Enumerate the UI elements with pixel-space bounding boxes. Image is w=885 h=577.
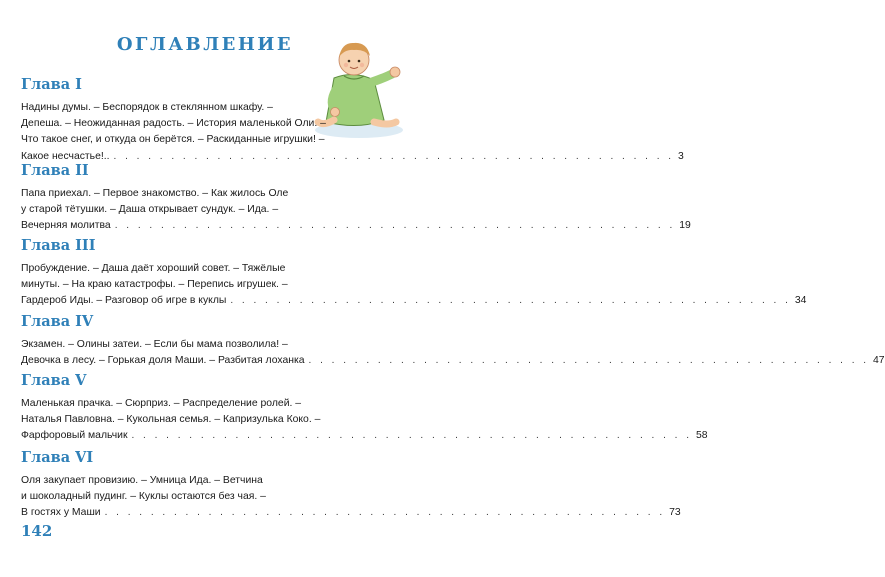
chapter-last-line <box>21 218 691 234</box>
chapter-page-number: 58 <box>696 430 708 442</box>
chapter-summary-line: Наталья Павловна. – Кукольная семья. – Капризулька Коко. – <box>21 414 321 426</box>
chapter-page-number: 19 <box>679 220 691 232</box>
dot-leader: . . . . . . . . . . . . . . . . . . . . . . . . . . . . . . . . . . . . . . . . . . . . . . . . . <box>104 507 666 519</box>
chapter-summary-line: Депеша. – Неожиданная радость. – История маленькой Оли. – <box>21 118 326 130</box>
chapter-heading: Глава IV <box>21 313 94 330</box>
chapter-entry-3 <box>21 237 807 310</box>
chapter-summary-line: Пробуждение. – Даша даёт хороший совет. – Тяжёлые <box>21 263 286 274</box>
chapter-summary-line: Что такое снег, и откуда он берётся. – Раскиданные игрушки! – <box>21 134 325 146</box>
chapter-last-line <box>21 428 708 444</box>
chapter-summary-line: Оля закупает провизию. – Умница Ида. – Ветчина <box>21 475 263 486</box>
chapter-heading: Глава I <box>21 76 82 93</box>
chapter-heading: Глава VI <box>21 449 94 466</box>
chapter-summary-line: Вечерняя молитва <box>21 220 111 232</box>
chapter-last-line <box>21 353 885 369</box>
dot-leader: . . . . . . . . . . . . . . . . . . . . . . . . . . . . . . . . . . . . . . . . . . . . . . . . . <box>113 150 675 162</box>
chapter-summary-line: минуты. – На краю катастрофы. – Перепись игрушек. – <box>21 279 288 291</box>
chapter-entry-1 <box>21 76 684 165</box>
chapter-page-number: 47 <box>873 355 885 367</box>
dot-leader: . . . . . . . . . . . . . . . . . . . . . . . . . . . . . . . . . . . . . . . . . . . . . . . . . <box>131 430 692 442</box>
chapter-last-line <box>21 505 681 521</box>
chapter-heading: Глава V <box>21 372 87 389</box>
chapter-summary-line: и шоколадный пудинг. – Куклы остаются без чая. – <box>21 491 266 503</box>
chapter-page-number: 73 <box>669 507 681 519</box>
chapter-heading: Глава III <box>21 237 96 254</box>
chapter-summary-line: Экзамен. – Олины затеи. – Если бы мама позволила! – <box>21 339 288 350</box>
chapter-summary-line: Девочка в лесу. – Горькая доля Маши. – Разбитая лоханка <box>21 355 305 367</box>
chapter-summary-line: Какое несчастье!.. <box>21 150 110 162</box>
chapter-summary-line: Папа приехал. – Первое знакомство. – Как жилось Оле <box>21 188 289 199</box>
chapter-page-number: 34 <box>794 295 807 307</box>
chapter-summary-line: Надины думы. – Беспорядок в стеклянном шкафу. – <box>21 102 273 113</box>
dot-leader: . . . . . . . . . . . . . . . . . . . . . . . . . . . . . . . . . . . . . . . . . . . . . . . . . <box>114 220 676 232</box>
chapter-page-number: 3 <box>678 150 684 162</box>
toc-title: ОГЛАВЛЕНИЕ <box>116 34 294 55</box>
dot-leader: . . . . . . . . . . . . . . . . . . . . . . . . . . . . . . . . . . . . . . . . . . . . . . . . . <box>308 355 870 367</box>
page-number: 142 <box>21 522 53 540</box>
chapter-heading: Глава II <box>21 162 89 179</box>
dot-leader: . . . . . . . . . . . . . . . . . . . . . . . . . . . . . . . . . . . . . . . . . . . . . . . . . <box>230 295 791 307</box>
chapter-last-line <box>21 293 807 309</box>
chapter-summary-line: у старой тётушки. – Даша открывает сундук. – Ида. – <box>21 204 279 216</box>
chapter-entry-5 <box>21 372 708 445</box>
chapter-entry-2 <box>21 162 691 235</box>
chapter-entry-4 <box>21 313 885 369</box>
chapter-summary-line: Маленькая прачка. – Сюрприз. – Распределение ролей. – <box>21 398 302 409</box>
chapter-summary-line: В гостях у Маши <box>21 507 101 519</box>
chapter-entry-6 <box>21 449 681 522</box>
chapter-summary-line: Гардероб Иды. – Разговор об игре в куклы <box>21 295 227 307</box>
chapter-summary-line: Фарфоровый мальчик <box>21 430 128 442</box>
